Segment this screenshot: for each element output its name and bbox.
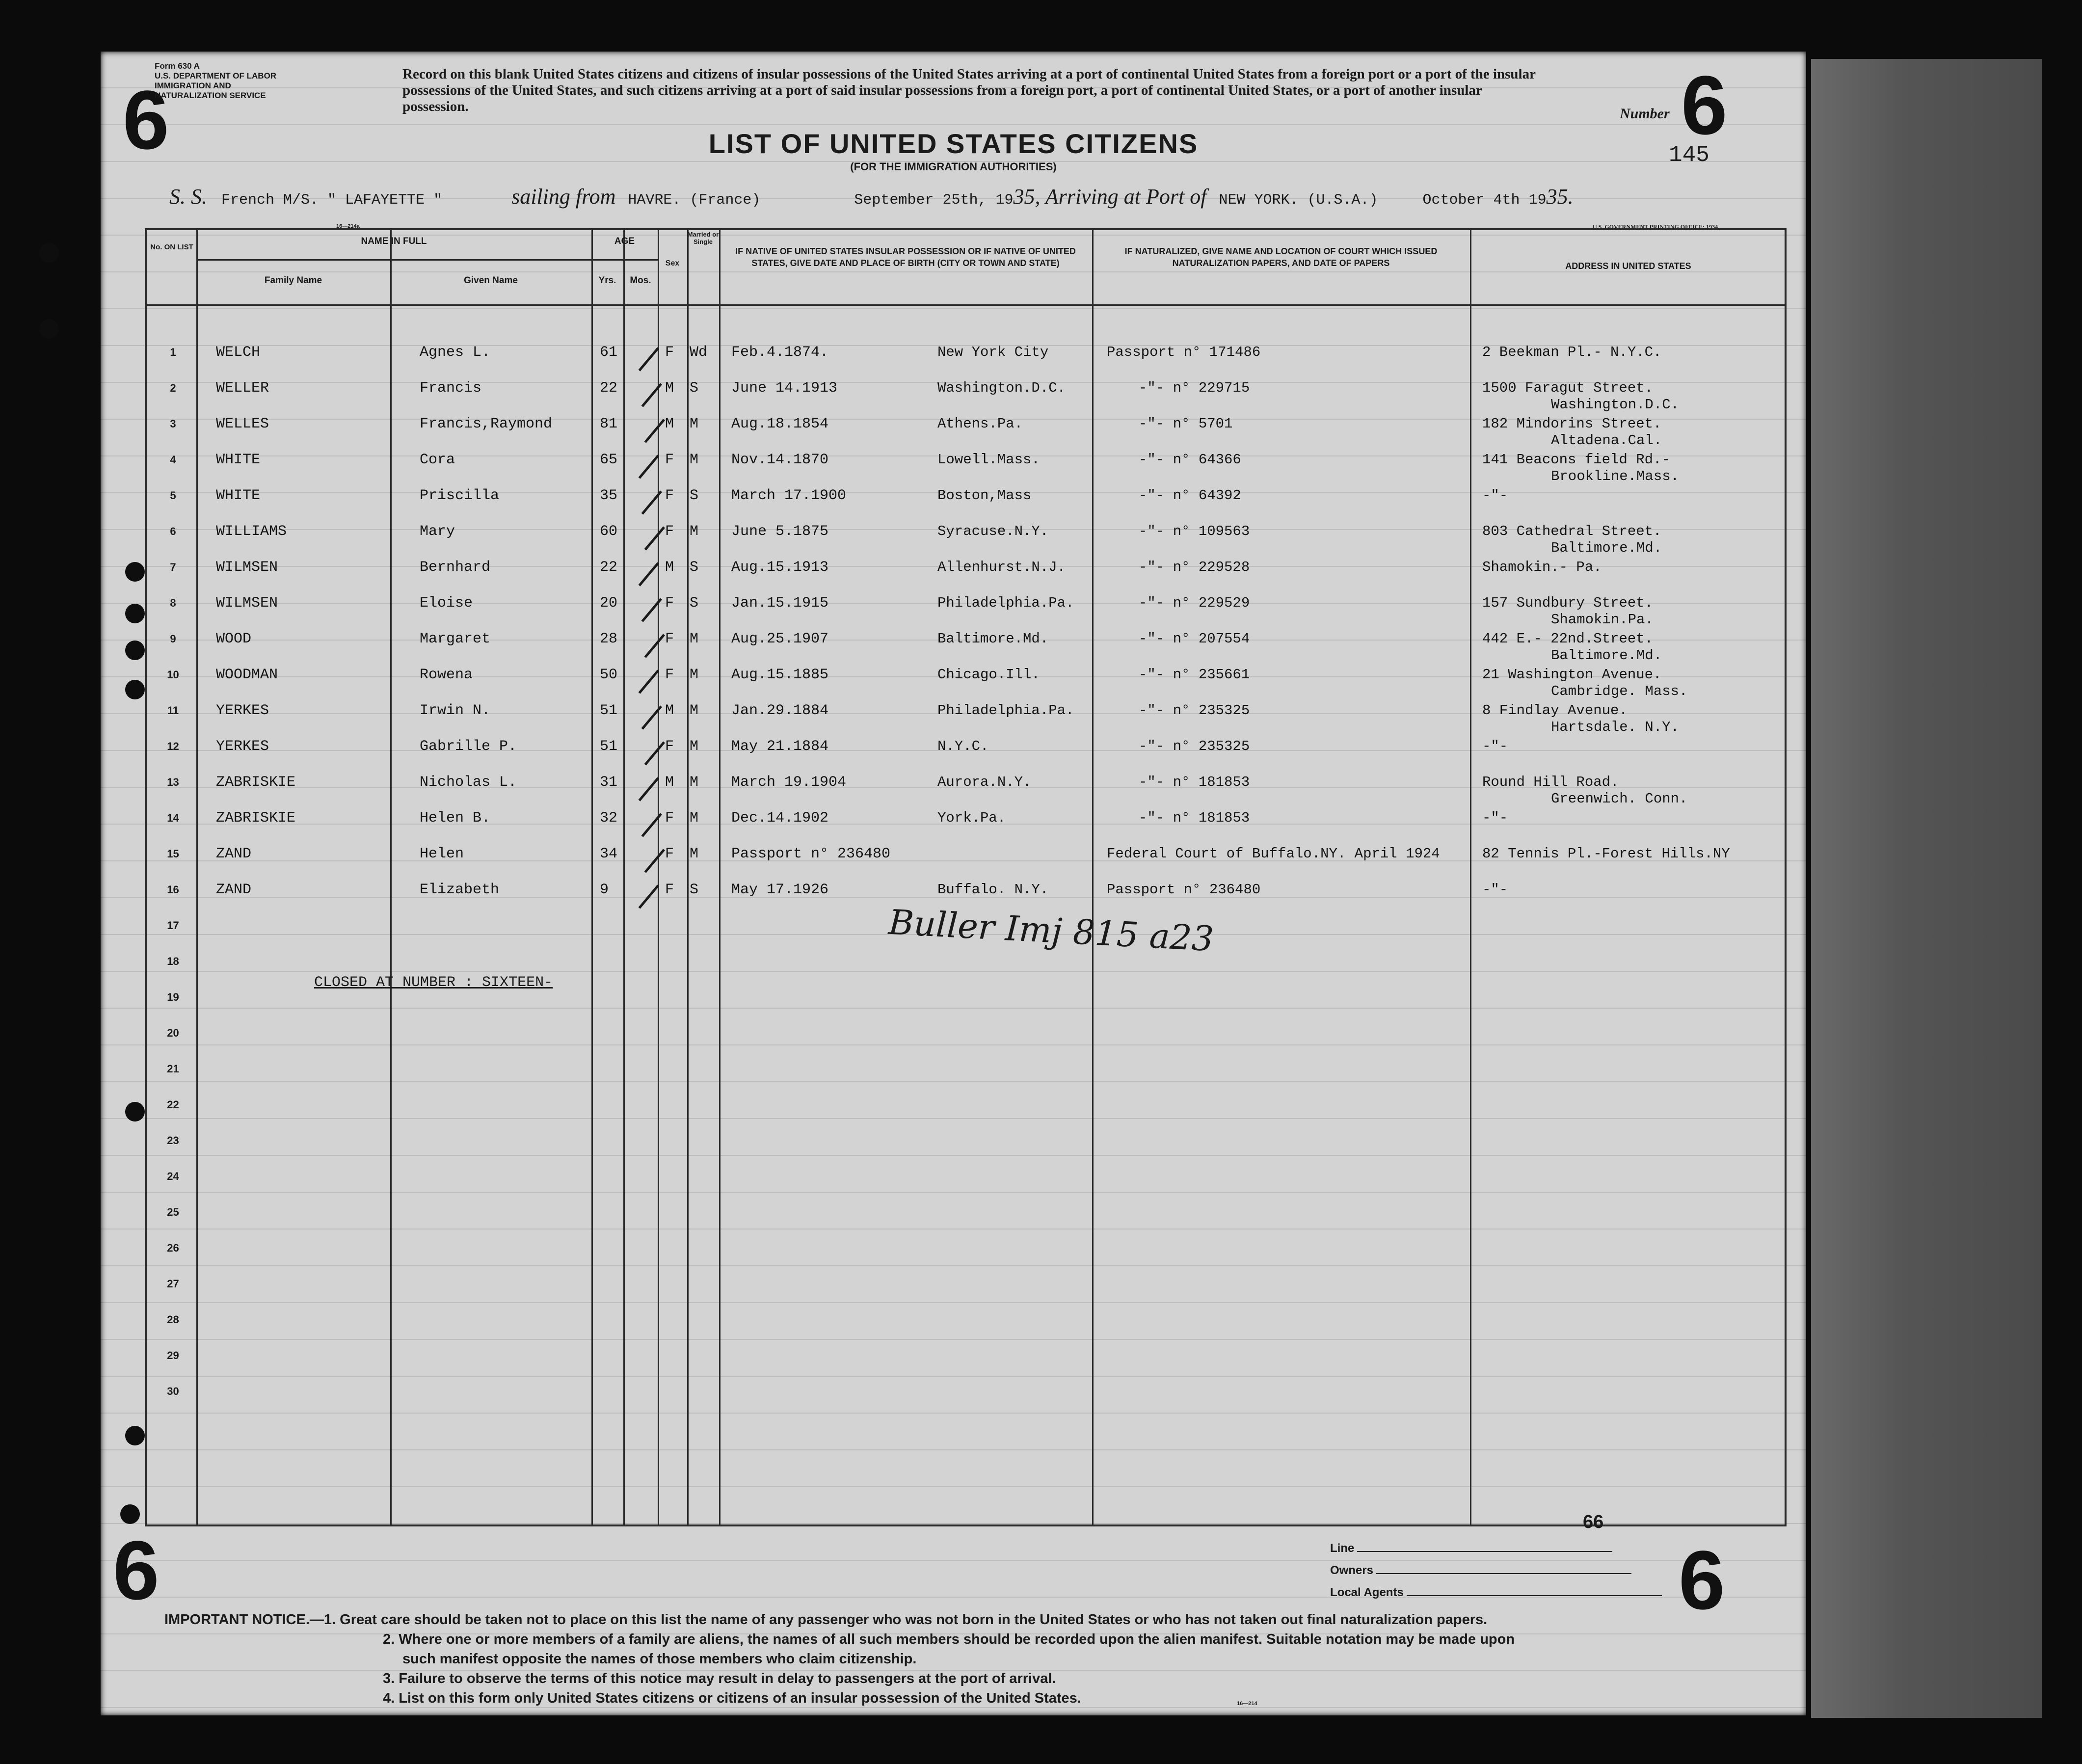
cell-birth-date: Aug.15.1885: [731, 667, 829, 683]
cell-birth-date: June 14.1913: [731, 380, 838, 397]
cell-birth-place: Chicago.Ill.: [937, 667, 1040, 683]
cell-age: 65: [600, 452, 618, 468]
cell-sex: F: [665, 523, 674, 540]
cell-sex: M: [665, 416, 674, 432]
corner-number-top-right: 6: [1681, 59, 1728, 152]
cell-address1: 442 E.- 22nd.Street.: [1482, 631, 1654, 647]
cell-age: 61: [600, 344, 618, 361]
cell-ms: M: [690, 810, 699, 827]
row-number: 25: [167, 1206, 179, 1218]
cell-ms: M: [690, 631, 699, 647]
cell-ms: M: [690, 452, 699, 468]
cell-ms: M: [690, 667, 699, 683]
cell-papers: -"- n° 235325: [1139, 702, 1250, 719]
cell-given: Helen: [420, 846, 464, 862]
cell-ms: M: [690, 523, 699, 540]
cell-address1: -"-: [1482, 810, 1508, 826]
header-sex: Sex: [665, 259, 680, 267]
footer-page-total: 66: [1583, 1512, 1604, 1532]
row-number: 14: [167, 812, 179, 824]
cell-sex: F: [665, 738, 674, 755]
cell-birth-place: Philadelphia.Pa.: [937, 595, 1074, 611]
cell-age: 22: [600, 380, 618, 397]
row-number: 29: [167, 1349, 179, 1362]
departure-date: September 25th, 19: [854, 192, 1014, 209]
cell-papers: Federal Court of Buffalo.NY. April 1924: [1107, 846, 1440, 862]
cell-address2: Baltimore.Md.: [1551, 540, 1662, 556]
row-number: 8: [170, 597, 176, 609]
cell-address1: 2 Beekman Pl.- N.Y.C.: [1482, 344, 1662, 360]
cell-birth-place: Aurora.N.Y.: [937, 774, 1032, 790]
row-number: 24: [167, 1170, 179, 1182]
cell-birth-place: Baltimore.Md.: [937, 631, 1049, 647]
cell-age: 9: [600, 882, 609, 898]
footer-agents-blank: [1407, 1585, 1662, 1596]
cell-birth-place: Philadelphia.Pa.: [937, 702, 1074, 719]
cell-address1: -"-: [1482, 882, 1508, 898]
header-given-name: Given Name: [464, 275, 518, 286]
header-married-single: Married or Single: [687, 231, 719, 245]
col-divider: [1092, 228, 1094, 1526]
cell-given: Elizabeth: [420, 882, 500, 898]
cell-family: YERKES: [216, 702, 269, 719]
cell-age: 60: [600, 523, 618, 540]
cell-age: 35: [600, 487, 618, 504]
header-native-birth: IF NATIVE OF UNITED STATES INSULAR POSSESSION OR IF NATIVE OF UNITED STATES, GIVE DATE AND PLACE OF BIRTH (CITY OR TOWN AND STATE): [735, 246, 1076, 268]
cell-papers: -"- n° 64366: [1139, 452, 1241, 468]
cell-ms: S: [690, 882, 699, 898]
header-bottom-rule: [145, 304, 1787, 306]
cell-address2: Shamokin.Pa.: [1551, 612, 1654, 628]
notice-heading: IMPORTANT NOTICE.—: [164, 1612, 324, 1628]
form-id-line: IMMIGRATION AND: [155, 81, 231, 90]
cell-papers: -"- n° 235325: [1139, 738, 1250, 754]
record-instructions: Record on this blank United States citizens and citizens of insular possessions of the United States arriving at a port of continental United States from a foreign port or a port of the insular possessions of the United States, and such citizens arriving at a port of said insular possessions from a foreign port, a port of continental United States, or a port of another insular possession.: [402, 66, 1536, 114]
header-age: AGE: [614, 236, 635, 246]
arrival-year: 35.: [1546, 185, 1574, 209]
cell-given: Rowena: [420, 667, 473, 683]
binder-hole: [125, 604, 145, 623]
binder-hole: [125, 562, 145, 582]
closed-note: CLOSED AT NUMBER : SIXTEEN-: [314, 974, 553, 991]
row-number: 10: [167, 668, 179, 681]
cell-sex: F: [665, 452, 674, 468]
row-number: 9: [170, 633, 176, 645]
binder-hole: [125, 1426, 145, 1445]
cell-birth-date: May 17.1926: [731, 882, 829, 898]
cell-address1: 141 Beacons field Rd.-: [1482, 452, 1670, 468]
row-number: 21: [167, 1063, 179, 1075]
voyage-line: [169, 184, 1574, 209]
cell-sex: F: [665, 810, 674, 827]
cell-family: WOOD: [216, 631, 252, 647]
col-divider: [591, 228, 593, 1526]
arrival-date: October 4th 19: [1422, 192, 1547, 209]
cell-papers: -"- n° 207554: [1139, 631, 1250, 647]
cell-papers: -"- n° 109563: [1139, 523, 1250, 539]
cell-family: WILLIAMS: [216, 523, 287, 540]
cell-birth-date: Feb.4.1874.: [731, 344, 829, 361]
row-number: 27: [167, 1278, 179, 1290]
row-number: 1: [170, 346, 176, 358]
corner-number-top-left: 6: [123, 74, 169, 167]
cell-address1: 157 Sundbury Street.: [1482, 595, 1654, 611]
header-family-name: Family Name: [264, 275, 322, 286]
row-number: 13: [167, 776, 179, 788]
row-number: 30: [167, 1385, 179, 1397]
cell-papers: -"- n° 5701: [1139, 416, 1233, 432]
document-title: LIST OF UNITED STATES CITIZENS: [708, 128, 1199, 159]
row-number: 3: [170, 418, 176, 430]
row-number: 5: [170, 489, 176, 502]
form-identifier: [155, 61, 276, 101]
cell-address1: -"-: [1482, 738, 1508, 754]
cell-papers: -"- n° 229529: [1139, 595, 1250, 611]
cell-ms: M: [690, 416, 699, 432]
cell-papers: -"- n° 229715: [1139, 380, 1250, 396]
cell-family: WELCH: [216, 344, 261, 361]
document-subtitle: (FOR THE IMMIGRATION AUTHORITIES): [850, 160, 1057, 173]
notice-item: 1. Great care should be taken not to place on this list the name of any passenger who was not born in the United States or who has not taken out final naturalization papers.: [323, 1612, 1488, 1628]
cell-given: Priscilla: [420, 487, 500, 504]
binder-hole: [125, 680, 145, 699]
cell-age: 32: [600, 810, 618, 827]
row-number: 26: [167, 1242, 179, 1254]
cell-birth-place: Syracuse.N.Y.: [937, 523, 1049, 539]
cell-address2: Washington.D.C.: [1551, 397, 1680, 413]
corner-number-bottom-right: 6: [1679, 1534, 1725, 1627]
header-months: Mos.: [630, 275, 651, 286]
arriving-label: , Arriving at Port of: [1035, 185, 1207, 209]
binder-hole: [120, 1504, 140, 1524]
row-number: 16: [167, 883, 179, 896]
notice-line-1: [164, 1610, 1745, 1630]
cell-address2: Altadena.Cal.: [1551, 432, 1662, 449]
cell-address2: Greenwich. Conn.: [1551, 791, 1688, 807]
departure-port: HAVRE. (France): [628, 192, 761, 209]
row-number: 18: [167, 955, 179, 967]
form-id-line: NATURALIZATION SERVICE: [155, 91, 266, 100]
cell-ms: M: [690, 702, 699, 719]
cell-birth-date: Dec.14.1902: [731, 810, 829, 827]
cell-address1: 803 Cathedral Street.: [1482, 523, 1662, 539]
number-label: Number: [1620, 106, 1670, 122]
cell-address2: Brookline.Mass.: [1551, 468, 1680, 484]
cell-ms: S: [690, 559, 699, 576]
row-number: 19: [167, 991, 179, 1003]
cell-sex: M: [665, 380, 674, 397]
important-notice: [164, 1610, 1745, 1708]
col-divider: [623, 228, 625, 1526]
cell-birth-place: York.Pa.: [937, 810, 1006, 826]
cell-family: ZAND: [216, 846, 252, 862]
header-naturalized: IF NATURALIZED, GIVE NAME AND LOCATION OF COURT WHICH ISSUED NATURALIZATION PAPERS, AND DATE OF PAPERS: [1124, 246, 1438, 268]
cell-given: Irwin N.: [420, 702, 491, 719]
cell-papers: -"- n° 181853: [1139, 774, 1250, 790]
col-divider: [390, 228, 392, 1526]
cell-given: Agnes L.: [420, 344, 491, 361]
cell-sex: M: [665, 774, 674, 791]
cell-address1: 182 Mindorins Street.: [1482, 416, 1662, 432]
cell-sex: F: [665, 667, 674, 683]
row-number: 22: [167, 1098, 179, 1111]
corner-number-bottom-left: 6: [113, 1524, 160, 1617]
cell-ms: S: [690, 595, 699, 612]
cell-age: 22: [600, 559, 618, 576]
notice-item: 3. Failure to observe the terms of this notice may result in delay to passengers at the port of arrival.: [383, 1671, 1056, 1686]
cell-age: 51: [600, 702, 618, 719]
cell-birth-date: Jan.29.1884: [731, 702, 829, 719]
page-number: 145: [1669, 142, 1709, 168]
ss-label: S. S.: [169, 185, 207, 209]
footer-agents-label: Local Agents: [1330, 1586, 1404, 1599]
cell-address1: 82 Tennis Pl.-Forest Hills.NY: [1482, 846, 1730, 862]
form-id-line: U.S. DEPARTMENT OF LABOR: [155, 71, 277, 80]
cell-given: Eloise: [420, 595, 473, 612]
cell-birth-place: Allenhurst.N.J.: [937, 559, 1066, 575]
footer-agents-field: [1330, 1585, 1662, 1600]
cell-family: WHITE: [216, 487, 261, 504]
cell-address1: -"-: [1482, 487, 1508, 504]
cell-age: 31: [600, 774, 618, 791]
cell-birth-date: Aug.15.1913: [731, 559, 829, 576]
cell-birth-place: Lowell.Mass.: [937, 452, 1040, 468]
cell-address2: Hartsdale. N.Y.: [1551, 719, 1680, 735]
cell-papers: Passport n° 236480: [1107, 882, 1261, 898]
cell-address1: 1500 Faragut Street.: [1482, 380, 1654, 396]
cell-birth-place: Athens.Pa.: [937, 416, 1023, 432]
cell-age: 28: [600, 631, 618, 647]
cell-sex: F: [665, 344, 674, 361]
cell-birth-date: March 19.1904: [731, 774, 847, 791]
cell-address1: 21 Washington Avenue.: [1482, 667, 1662, 683]
cell-given: Nicholas L.: [420, 774, 517, 791]
cell-birth-place: Boston,Mass: [937, 487, 1032, 504]
cell-sex: F: [665, 595, 674, 612]
handwritten-annotation: Buller Imj 815 a23: [887, 902, 1215, 960]
cell-family: WILMSEN: [216, 595, 278, 612]
cell-sex: F: [665, 882, 674, 898]
header-name-in-full: NAME IN FULL: [361, 236, 427, 246]
cell-birth-date: Jan.15.1915: [731, 595, 829, 612]
cell-birth-date: June 5.1875: [731, 523, 829, 540]
cell-given: Cora: [420, 452, 455, 468]
col-divider: [687, 228, 689, 1526]
binder-hole: [125, 641, 145, 660]
row-number: 2: [170, 382, 176, 394]
print-code-top: 16—214a: [336, 223, 360, 229]
footer-line-label: Line: [1330, 1542, 1355, 1555]
cell-age: 81: [600, 416, 618, 432]
ship-name: French M/S. " LAFAYETTE ": [221, 192, 443, 209]
cell-given: Francis: [420, 380, 482, 397]
notice-item: 2. Where one or more members of a family are aliens, the names of all such members should be recorded upon the alien manifest. Suitable notation may be made upon: [383, 1631, 1515, 1647]
footer-owners-label: Owners: [1330, 1564, 1374, 1577]
cell-birth-date: Nov.14.1870: [731, 452, 829, 468]
cell-family: ZABRISKIE: [216, 774, 296, 791]
binder-hole: [39, 319, 59, 339]
row-number: 11: [167, 704, 179, 717]
cell-family: ZABRISKIE: [216, 810, 296, 827]
cell-family: WOODMAN: [216, 667, 278, 683]
header-rule: [591, 259, 658, 261]
cell-address1: 8 Findlay Avenue.: [1482, 702, 1628, 719]
cell-sex: M: [665, 702, 674, 719]
cell-family: YERKES: [216, 738, 269, 755]
cell-address2: Baltimore.Md.: [1551, 647, 1662, 664]
row-number: 12: [167, 740, 179, 752]
col-divider: [1470, 228, 1471, 1526]
cell-ms: M: [690, 738, 699, 755]
footer-owners-field: [1330, 1563, 1631, 1577]
cell-ms: M: [690, 846, 699, 862]
header-years: Yrs.: [598, 275, 616, 286]
cell-birth-place: Washington.D.C.: [937, 380, 1066, 396]
footer-line-blank: [1357, 1541, 1612, 1552]
scan-background-strip: [1811, 59, 2042, 1718]
cell-birth-place: Buffalo. N.Y.: [937, 882, 1049, 898]
cell-given: Margaret: [420, 631, 491, 647]
arrival-port: NEW YORK. (U.S.A.): [1219, 192, 1378, 209]
cell-birth-place: N.Y.C.: [937, 738, 989, 754]
cell-papers: -"- n° 229528: [1139, 559, 1250, 575]
print-code-bottom: 16—214: [1237, 1701, 1257, 1707]
binder-hole: [125, 1102, 145, 1122]
row-number: 15: [167, 848, 179, 860]
gpo-note: U.S. GOVERNMENT PRINTING OFFICE: 1934: [1593, 223, 1718, 230]
row-number: 23: [167, 1134, 179, 1147]
cell-given: Mary: [420, 523, 455, 540]
row-number: 6: [170, 525, 176, 537]
cell-sex: F: [665, 487, 674, 504]
header-no-on-list: No. ON LIST: [150, 243, 193, 251]
cell-age: 34: [600, 846, 618, 862]
cell-sex: F: [665, 631, 674, 647]
cell-birth-date: Passport n° 236480: [731, 846, 891, 862]
departure-year: 35: [1013, 185, 1035, 209]
cell-address1: Round Hill Road.: [1482, 774, 1619, 790]
row-number: 20: [167, 1027, 179, 1039]
cell-given: Francis,Raymond: [420, 416, 553, 432]
cell-family: WELLES: [216, 416, 269, 432]
col-divider: [719, 228, 721, 1526]
header-rule: [196, 259, 591, 261]
row-number: 17: [167, 919, 179, 932]
cell-family: WILMSEN: [216, 559, 278, 576]
row-number: 7: [170, 561, 176, 573]
cell-birth-date: Aug.18.1854: [731, 416, 829, 432]
cell-ms: M: [690, 774, 699, 791]
cell-birth-date: May 21.1884: [731, 738, 829, 755]
footer-line-field: [1330, 1541, 1612, 1555]
cell-age: 51: [600, 738, 618, 755]
cell-family: ZAND: [216, 882, 252, 898]
sailing-label: sailing from: [511, 185, 616, 209]
cell-given: Gabrille P.: [420, 738, 517, 755]
form-id-line: Form 630 A: [155, 61, 200, 71]
cell-sex: M: [665, 559, 674, 576]
cell-birth-date: Aug.25.1907: [731, 631, 829, 647]
cell-papers: Passport n° 171486: [1107, 344, 1261, 360]
cell-address1: Shamokin.- Pa.: [1482, 559, 1602, 575]
cell-address2: Cambridge. Mass.: [1551, 683, 1688, 699]
footer-owners-blank: [1376, 1563, 1631, 1574]
binder-hole: [39, 243, 59, 263]
cell-ms: S: [690, 380, 699, 397]
cell-birth-place: New York City: [937, 344, 1049, 360]
cell-given: Helen B.: [420, 810, 491, 827]
cell-family: WELLER: [216, 380, 269, 397]
row-number: 4: [170, 454, 176, 466]
cell-papers: -"- n° 64392: [1139, 487, 1241, 504]
cell-papers: -"- n° 181853: [1139, 810, 1250, 826]
row-number: 28: [167, 1313, 179, 1326]
cell-ms: Wd: [690, 344, 708, 361]
cell-papers: -"- n° 235661: [1139, 667, 1250, 683]
cell-birth-date: March 17.1900: [731, 487, 847, 504]
notice-item: such manifest opposite the names of those members who claim citizenship.: [402, 1651, 917, 1667]
header-address: ADDRESS IN UNITED STATES: [1565, 261, 1691, 271]
cell-family: WHITE: [216, 452, 261, 468]
cell-ms: S: [690, 487, 699, 504]
cell-age: 20: [600, 595, 618, 612]
cell-sex: F: [665, 846, 674, 862]
notice-item: 4. List on this form only United States citizens or citizens of an insular possession of the United States.: [383, 1690, 1081, 1706]
cell-age: 50: [600, 667, 618, 683]
cell-given: Bernhard: [420, 559, 491, 576]
